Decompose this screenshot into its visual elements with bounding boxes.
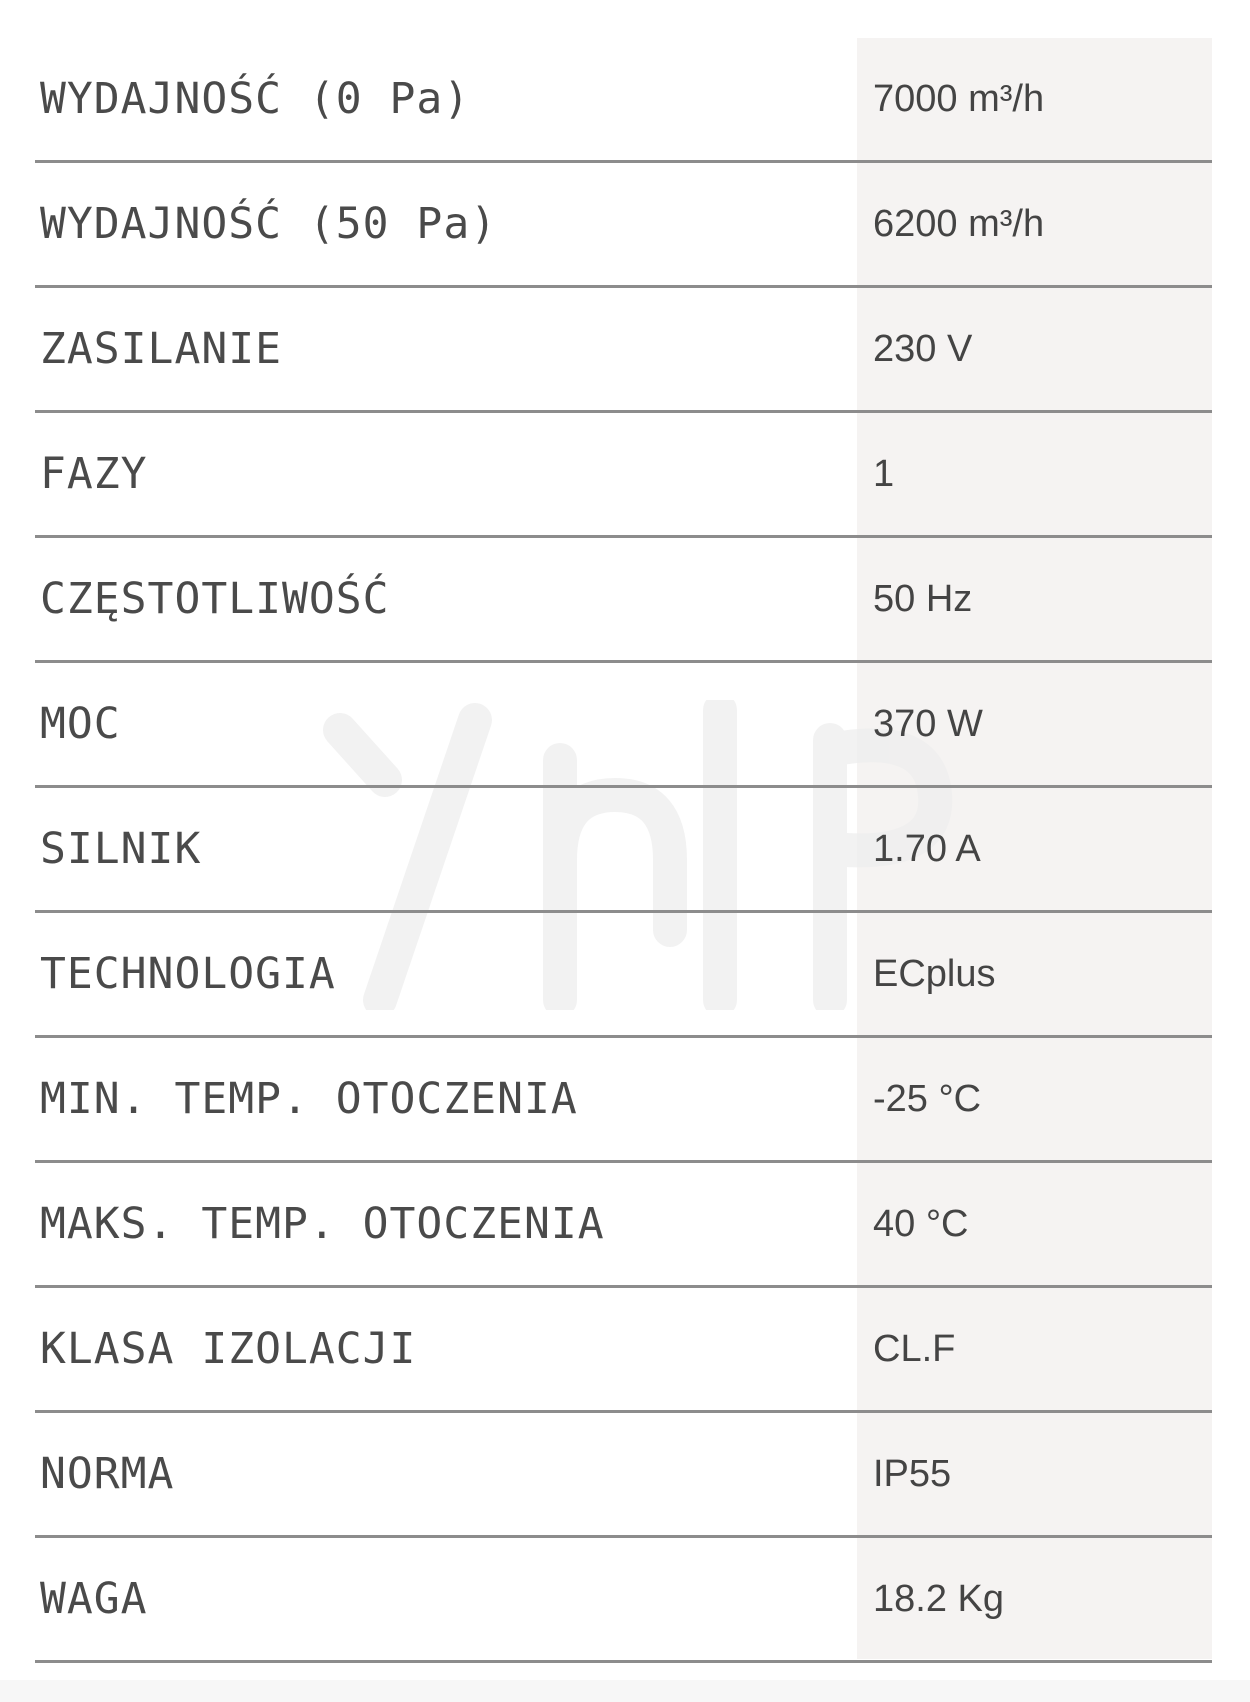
spec-value: 18.2 Kg (873, 1578, 1004, 1620)
spec-value: 40 °C (873, 1203, 969, 1245)
spec-row (0, 288, 1250, 413)
spec-value: 1.70 A (873, 828, 981, 870)
spec-row (0, 1038, 1250, 1163)
spec-label: NORMA (40, 1449, 175, 1499)
spec-label: ZASILANIE (40, 324, 282, 374)
spec-row (0, 1413, 1250, 1538)
spec-value: 50 Hz (873, 578, 973, 620)
spec-value: 1 (873, 453, 895, 495)
spec-value: ECplus (873, 953, 996, 995)
spec-label: MOC (40, 699, 121, 749)
spec-row (0, 788, 1250, 913)
spec-label: WAGA (40, 1574, 148, 1624)
spec-label: WYDAJNOŚĆ (0 Pa) (40, 74, 471, 124)
spec-row (0, 663, 1250, 788)
spec-label: KLASA IZOLACJI (40, 1324, 417, 1374)
spec-row (0, 1288, 1250, 1413)
spec-value: 7000 m³/h (873, 78, 1045, 120)
spec-row (0, 163, 1250, 288)
spec-value: 370 W (873, 703, 983, 745)
spec-row (0, 413, 1250, 538)
spec-value: -25 °C (873, 1078, 982, 1120)
spec-label: WYDAJNOŚĆ (50 Pa) (40, 199, 498, 249)
spec-label: SILNIK (40, 824, 202, 874)
spec-row (0, 1163, 1250, 1288)
spec-label: FAZY (40, 449, 148, 499)
spec-value: CL.F (873, 1328, 956, 1370)
spec-value: 230 V (873, 328, 973, 370)
spec-row (0, 1538, 1250, 1663)
spec-label: MIN. TEMP. OTOCZENIA (40, 1074, 578, 1124)
spec-label: MAKS. TEMP. OTOCZENIA (40, 1199, 605, 1249)
spec-label: CZĘSTOTLIWOŚĆ (40, 574, 390, 624)
row-divider (35, 1660, 1212, 1663)
spec-label: TECHNOLOGIA (40, 949, 336, 999)
spec-table (0, 38, 1250, 1663)
spec-row (0, 538, 1250, 663)
spec-value: IP55 (873, 1453, 952, 1495)
spec-value: 6200 m³/h (873, 203, 1045, 245)
spec-row (0, 38, 1250, 163)
spec-row (0, 913, 1250, 1038)
bottom-band (0, 1680, 1250, 1702)
